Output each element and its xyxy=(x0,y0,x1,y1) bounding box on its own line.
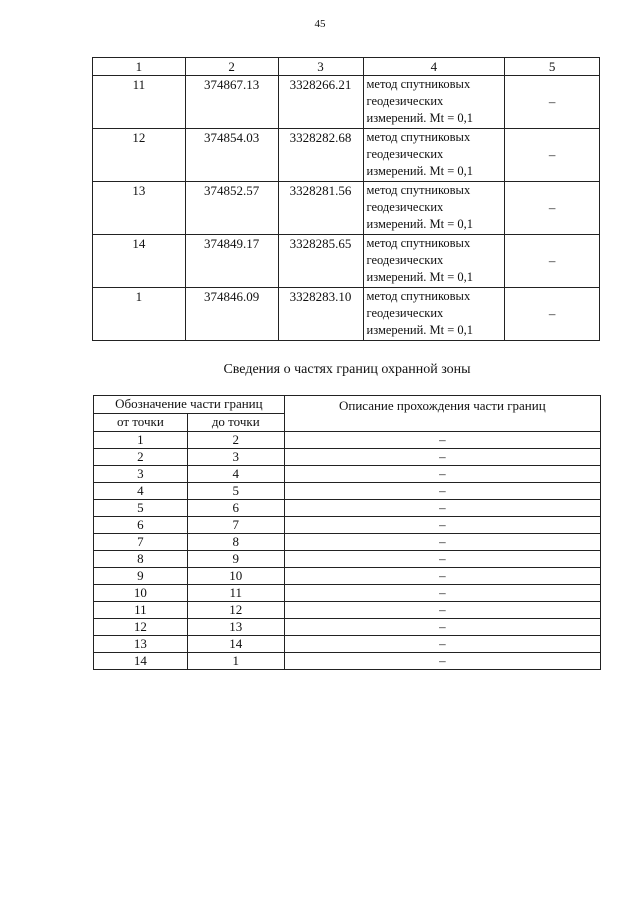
method-line: геодезических xyxy=(366,147,444,161)
x-coordinate: 374849.17 xyxy=(185,235,278,288)
determination-method xyxy=(363,288,505,341)
to-point: 3 xyxy=(187,449,284,466)
to-point: 4 xyxy=(187,466,284,483)
column-header: 2 xyxy=(185,58,278,76)
part-description: – xyxy=(284,449,600,466)
method-line: метод спутниковых xyxy=(366,130,471,144)
method-line: геодезических xyxy=(366,253,444,267)
method-line: метод спутниковых xyxy=(366,183,471,197)
method-line: метод спутниковых xyxy=(366,236,471,250)
point-number: 13 xyxy=(93,182,186,235)
boundary-part-description-header: Описание прохождения части границ xyxy=(284,396,600,432)
to-point: 6 xyxy=(187,500,284,517)
part-description: – xyxy=(284,636,600,653)
boundary-part-row xyxy=(94,551,601,568)
determination-method xyxy=(363,182,505,235)
part-description: – xyxy=(284,483,600,500)
from-point: 14 xyxy=(94,653,188,670)
y-coordinate: 3328281.56 xyxy=(278,182,363,235)
part-description: – xyxy=(284,534,600,551)
from-point: 3 xyxy=(94,466,188,483)
column-header: 5 xyxy=(505,58,600,76)
coordinate-row xyxy=(93,235,600,288)
method-line: измерений. Mt = 0,1 xyxy=(366,323,474,337)
method-line: метод спутниковых xyxy=(366,77,471,91)
boundary-part-row xyxy=(94,585,601,602)
determination-method xyxy=(363,76,505,129)
from-point: 6 xyxy=(94,517,188,534)
part-description: – xyxy=(284,466,600,483)
part-description: – xyxy=(284,432,600,449)
boundary-part-row xyxy=(94,466,601,483)
to-point: 7 xyxy=(187,517,284,534)
boundary-part-row xyxy=(94,568,601,585)
boundary-parts-table xyxy=(93,395,601,670)
point-number: 11 xyxy=(93,76,186,129)
to-point: 13 xyxy=(187,619,284,636)
boundary-part-row xyxy=(94,636,601,653)
x-coordinate: 374852.57 xyxy=(185,182,278,235)
to-point: 9 xyxy=(187,551,284,568)
from-point: 5 xyxy=(94,500,188,517)
to-point: 11 xyxy=(187,585,284,602)
y-coordinate: 3328283.10 xyxy=(278,288,363,341)
part-description: – xyxy=(284,551,600,568)
method-line: геодезических xyxy=(366,200,444,214)
column-5-value: – xyxy=(505,182,600,235)
from-point: 7 xyxy=(94,534,188,551)
parts-header-row xyxy=(94,396,601,414)
boundary-part-designation-header: Обозначение части границ xyxy=(94,396,285,414)
x-coordinate: 374867.13 xyxy=(185,76,278,129)
y-coordinate: 3328282.68 xyxy=(278,129,363,182)
point-number: 14 xyxy=(93,235,186,288)
coordinates-body xyxy=(93,76,600,341)
point-number: 12 xyxy=(93,129,186,182)
column-5-value: – xyxy=(505,235,600,288)
parts-body xyxy=(94,432,601,670)
boundary-part-row xyxy=(94,619,601,636)
method-line: измерений. Mt = 0,1 xyxy=(366,111,474,125)
column-5-value: – xyxy=(505,76,600,129)
coordinate-row xyxy=(93,288,600,341)
y-coordinate: 3328285.65 xyxy=(278,235,363,288)
method-line: измерений. Mt = 0,1 xyxy=(366,217,474,231)
column-header: 1 xyxy=(93,58,186,76)
from-point: 1 xyxy=(94,432,188,449)
x-coordinate: 374846.09 xyxy=(185,288,278,341)
column-5-value: – xyxy=(505,129,600,182)
method-line: метод спутниковых xyxy=(366,289,471,303)
part-description: – xyxy=(284,568,600,585)
page-number: 45 xyxy=(314,18,326,30)
from-point: 8 xyxy=(94,551,188,568)
coordinate-row xyxy=(93,182,600,235)
part-description: – xyxy=(284,585,600,602)
to-point: 1 xyxy=(187,653,284,670)
boundary-part-row xyxy=(94,653,601,670)
point-number: 1 xyxy=(93,288,186,341)
coordinate-row xyxy=(93,129,600,182)
from-point: 11 xyxy=(94,602,188,619)
to-point: 14 xyxy=(187,636,284,653)
part-description: – xyxy=(284,500,600,517)
to-point: 8 xyxy=(187,534,284,551)
boundary-part-row xyxy=(94,517,601,534)
part-description: – xyxy=(284,517,600,534)
boundary-part-row xyxy=(94,483,601,500)
to-point: 12 xyxy=(187,602,284,619)
from-point: 2 xyxy=(94,449,188,466)
from-point: 10 xyxy=(94,585,188,602)
determination-method xyxy=(363,129,505,182)
method-line: измерений. Mt = 0,1 xyxy=(366,164,474,178)
part-description: – xyxy=(284,619,600,636)
method-line: измерений. Mt = 0,1 xyxy=(366,270,474,284)
coordinate-row xyxy=(93,76,600,129)
from-point: 13 xyxy=(94,636,188,653)
column-header: 4 xyxy=(363,58,505,76)
from-point: 12 xyxy=(94,619,188,636)
coordinates-table xyxy=(92,57,600,341)
boundary-part-row xyxy=(94,500,601,517)
column-5-value: – xyxy=(505,288,600,341)
boundary-part-row xyxy=(94,432,601,449)
boundary-part-row xyxy=(94,602,601,619)
coordinates-header-row xyxy=(93,58,600,76)
y-coordinate: 3328266.21 xyxy=(278,76,363,129)
boundary-part-row xyxy=(94,449,601,466)
to-point: 2 xyxy=(187,432,284,449)
method-line: геодезических xyxy=(366,94,444,108)
from-point: 9 xyxy=(94,568,188,585)
column-header: 3 xyxy=(278,58,363,76)
from-point-header: от точки xyxy=(94,414,188,432)
determination-method xyxy=(363,235,505,288)
boundary-part-row xyxy=(94,534,601,551)
part-description: – xyxy=(284,602,600,619)
from-point: 4 xyxy=(94,483,188,500)
section-title: Сведения о частях границ охранной зоны xyxy=(223,362,471,377)
to-point: 5 xyxy=(187,483,284,500)
to-point: 10 xyxy=(187,568,284,585)
to-point-header: до точки xyxy=(187,414,284,432)
method-line: геодезических xyxy=(366,306,444,320)
part-description: – xyxy=(284,653,600,670)
x-coordinate: 374854.03 xyxy=(185,129,278,182)
